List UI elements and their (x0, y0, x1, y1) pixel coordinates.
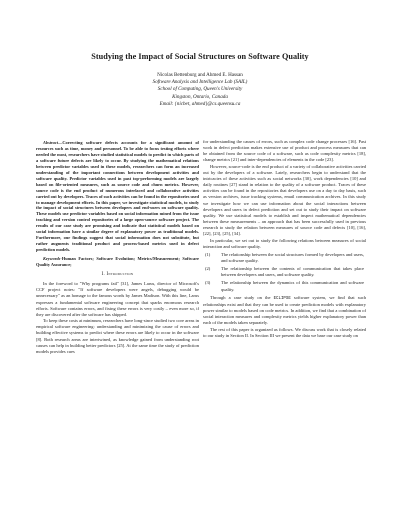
right-paragraph-5: The rest of this paper is organized as follows. We discuss work that is closely related to our study in Section II. In Section III we present the data we base our case study on (203, 326, 366, 338)
keywords (36, 256, 199, 268)
intro-paragraph-1: In the foreword to "Why programs fail" [31], James Larus, director of Microsoft's CCF project notes: "If software developers were angels, debugging would be unnecessary" as an homage to the famous words by James Madison. With this line, Larus expresses a fundamental software engineering concept that sparks enormous research efforts. Software contains errors, and fixing these errors is very costly – even more so, if they are discovered after the software has shipped. (36, 281, 199, 317)
p4-text-start: Through a case study on the (210, 294, 274, 300)
left-column (36, 140, 199, 355)
email: Email: {nicbet, ahmed}@cs.queensu.ca (159, 100, 241, 107)
author-names: Nicolas Bettenburg and Ahmed E. Hassan (157, 72, 243, 78)
right-paragraph-2: However, source-code is the end product of a variety of collaborative activities carried out by the developers of a software. Lately, researchers begin to understand that the intricacies of these activities such as social networks [30], work dependencies [10] and daily routines [27] stand in relation to the quality of a software product. Traces of these activities can be found in the repositories that developers use on a day to day basis, such as version archives, issue tracking systems, email communication archives. In this study we investigate how we can use information about the social interactions between developers and users in defect prediction and set out to study their impact on software quality. We use statistical models to establish and inspect mathematical dependencies between these measurements – an approach that has been successfully used in previous research to study the relation between measures of source code and defects [10], [16], [22], [23], [25], [34]. (203, 163, 366, 237)
keywords-label: Keywords- (43, 256, 62, 262)
relations-list (203, 252, 366, 293)
right-paragraph-3: In particular, we set out to study the following relations between measures of social interaction and software quality. (203, 237, 366, 249)
intro-paragraph-2: To keep these costs at minimum, researchers have long-since studied two core areas in empirical software engineering: understanding and minimizing the cause of errors and building effective systems to predict where these errors are likely to occur in the software [8]. Both research areas are intertwined, as knowledge gained from understanding root causes can help in building better predictors [25]. At the same time the study of prediction models provides cues (36, 318, 199, 354)
code-term-eclipse: ECLIPSE (273, 296, 291, 301)
right-paragraph-1: for understanding the causes of errors, such as complex code change processes [16]. Past work in defect prediction makes extensive use of product and process measures that can be obtained from the source code of a software, such as code complexity metrics [18], change metrics [21] and inter-dependencies of elements in the code [23]. (203, 139, 366, 163)
list-item-number: (3) (205, 280, 211, 286)
list-item-text: The relationship between the dynamics of this communication and software quality. (221, 280, 364, 292)
list-item (203, 266, 366, 278)
right-column (203, 139, 366, 339)
lab-name: Software Analysis and Intelligence Lab (SAIL) (152, 79, 248, 86)
location: Kingston, Ontario, Canada (172, 93, 228, 100)
paper-title: Studying the Impact of Social Structures on Software Quality (91, 52, 309, 61)
section-heading-introduction: I. Introduction (101, 272, 134, 278)
right-paragraph-4 (203, 295, 366, 327)
author-block (0, 72, 400, 108)
list-item-text: The relationship between the social structures formed by developers and users, and software quality. (221, 251, 364, 263)
p4-text-end: software system, we find that such relationships exist and that they can be used to create prediction models with explanatory power similar to models based on code metrics. In addition, we find that a combination of social interaction measures and complexity metrics yields higher explanatory power than each of the models taken separately. (203, 294, 366, 326)
abstract-label: Abstract— (43, 140, 63, 145)
abstract-text: Correcting software defects accounts for a significant amount of resources such as time, money and personnel. To be able to focus testing efforts where needed the most, researchers have studied statistical models to predict in which parts of a software future defects are likely to occur. By studying the mathematical relations between predictor variables used in these models, researchers can form an increased understanding of the important connections between development activities and software quality. Predictor variables used in past top-performing models are largely based on file-oriented measures, such as source code and churn metrics. However, source code is the end product of numerous interlaced and collaborative activities carried out by developers. Traces of such activities can be found in the repositories used to manage development efforts. In this paper, we investigate statistical models, to study the impact of social structures between developers and end-users on software quality. These models use predictor variables based on social information mined from the issue tracking and version control repositories of a large open-source software project. The results of our case study are promising and indicate that statistical models based on social information have a similar degree of explanatory power as traditional models. Furthermore, our findings suggest that social information does not substitute, but rather augments traditional product and process-based metrics used in defect prediction models. (36, 140, 199, 253)
abstract (36, 140, 199, 253)
list-item-text: The relationship between the contents of communication that takes place between developers and users, and software quality. (221, 266, 364, 278)
list-item-number: (2) (205, 266, 211, 272)
school-name: School of Computing, Queen's University (157, 86, 243, 93)
list-item-number: (1) (205, 251, 211, 257)
keywords-text: Human Factors; Software Evolution; Metrics/Measurement; Software Quality Assurance; (36, 256, 199, 268)
list-item (203, 252, 366, 264)
list-item (203, 280, 366, 292)
